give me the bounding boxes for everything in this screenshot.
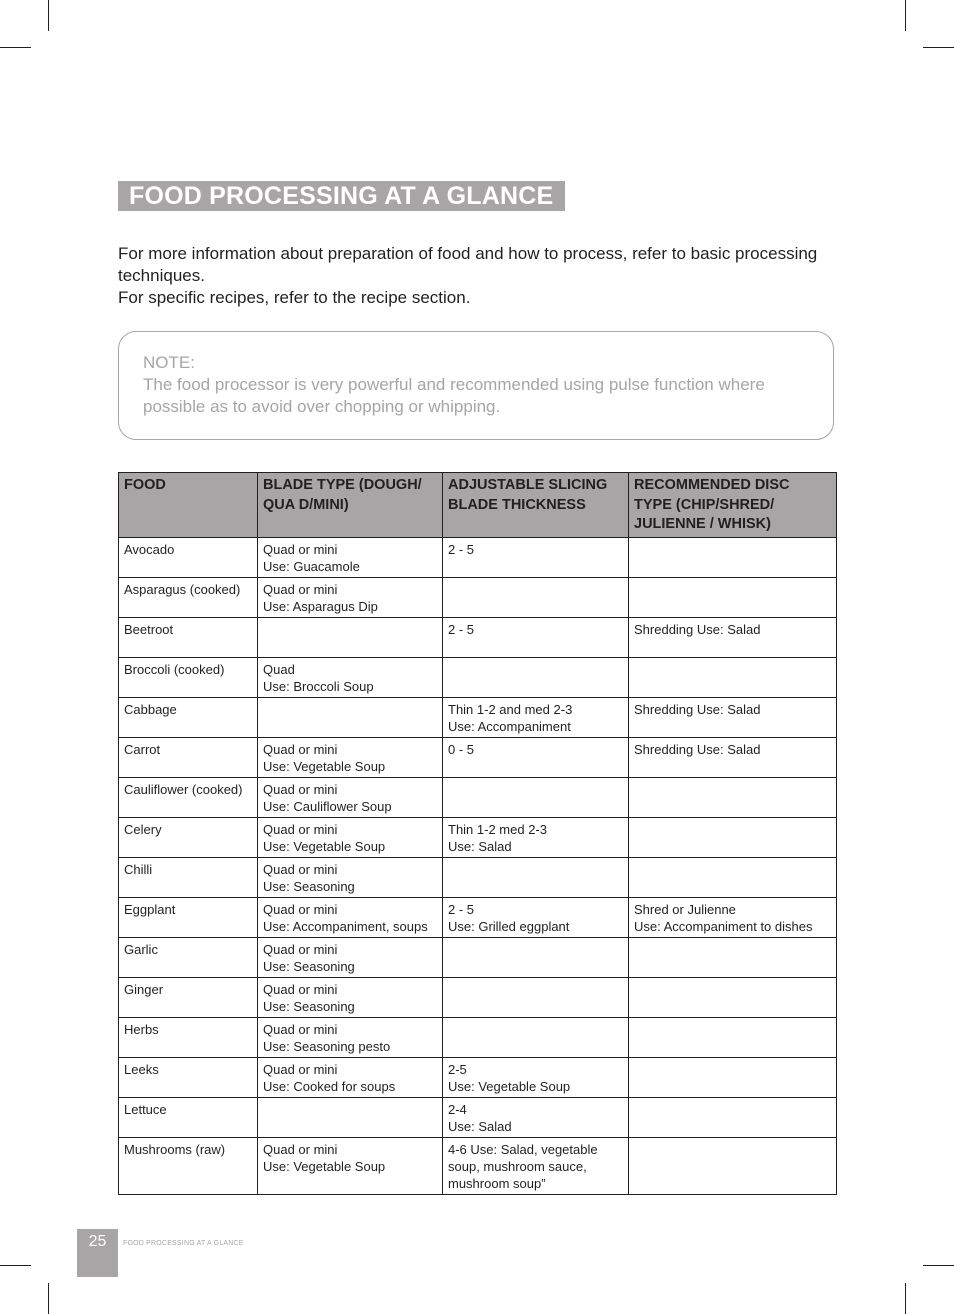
cell-blade-type	[258, 617, 443, 657]
crop-mark	[0, 47, 31, 48]
cell-disc-type	[629, 857, 837, 897]
cell-line: Quad or mini	[263, 941, 338, 957]
cell-line: Use: Vegetable Soup	[263, 838, 386, 854]
cell-line: Shredding Use: Salad	[634, 701, 761, 717]
cell-line: Use: Grilled eggplant	[448, 918, 570, 934]
header-blade-type: BLADE TYPE (DOUGH/ QUA D/MINI)	[258, 473, 443, 538]
cell-line: Quad or mini	[263, 981, 338, 997]
crop-mark	[48, 1283, 49, 1314]
table-row	[119, 697, 837, 737]
intro-text	[118, 243, 838, 309]
cell-line: Use: Salad	[448, 838, 512, 854]
table-row	[119, 1137, 837, 1194]
crop-mark	[48, 0, 49, 31]
note-text: The food processor is very powerful and recommended using pulse function where possible as to avoid over chopping or whipping.	[143, 375, 765, 416]
cell-blade-type	[258, 577, 443, 617]
cell-blade-type	[258, 1137, 443, 1194]
cell-line: Use: Cauliflower Soup	[263, 798, 392, 814]
cell-line: Use: Seasoning	[263, 998, 355, 1014]
cell-line: Use: Accompaniment	[448, 718, 571, 734]
cell-line: Use: Vegetable Soup	[448, 1078, 571, 1094]
cell-line: soup, mushroom sauce,	[448, 1158, 587, 1174]
cell-line: Quad or mini	[263, 541, 338, 557]
cell-food: Beetroot	[119, 617, 258, 657]
page-title: FOOD PROCESSING AT A GLANCE	[129, 182, 554, 210]
cell-line: Quad or mini	[263, 781, 338, 797]
cell-line: Use: Cooked for soups	[263, 1078, 396, 1094]
crop-mark	[923, 47, 954, 48]
cell-blade-type	[258, 697, 443, 737]
cell-slicing-thickness	[443, 617, 629, 657]
intro-line: For specific recipes, refer to the recipe section.	[118, 288, 471, 307]
cell-line: Use: Seasoning pesto	[263, 1038, 391, 1054]
table-row	[119, 657, 837, 697]
cell-slicing-thickness	[443, 1137, 629, 1194]
title-banner	[118, 181, 565, 211]
table-body	[119, 537, 837, 1194]
cell-blade-type	[258, 1057, 443, 1097]
table-row	[119, 1097, 837, 1137]
cell-blade-type	[258, 1017, 443, 1057]
cell-line: 4-6 Use: Salad, vegetable	[448, 1141, 598, 1157]
cell-line: Quad or mini	[263, 901, 338, 917]
note-label: NOTE:	[143, 353, 195, 372]
cell-line: Quad or mini	[263, 1061, 338, 1077]
cell-disc-type	[629, 1057, 837, 1097]
cell-slicing-thickness	[443, 1017, 629, 1057]
cell-slicing-thickness	[443, 977, 629, 1017]
crop-mark	[923, 1265, 954, 1266]
table-row	[119, 577, 837, 617]
note-box	[118, 331, 834, 440]
cell-line: 2 - 5	[448, 541, 475, 557]
header-food: FOOD	[119, 473, 258, 538]
intro-line: For more information about preparation of food and how to process, refer to basic processing techniques.	[118, 244, 818, 285]
cell-slicing-thickness	[443, 697, 629, 737]
cell-disc-type	[629, 737, 837, 777]
cell-disc-type	[629, 977, 837, 1017]
cell-slicing-thickness	[443, 897, 629, 937]
cell-slicing-thickness	[443, 1057, 629, 1097]
table-row	[119, 1057, 837, 1097]
table-row	[119, 857, 837, 897]
cell-food: Cauliflower (cooked)	[119, 777, 258, 817]
cell-disc-type	[629, 577, 837, 617]
cell-line: Quad or mini	[263, 581, 338, 597]
cell-food: Chilli	[119, 857, 258, 897]
crop-mark	[905, 0, 906, 31]
cell-line: 2 - 5	[448, 621, 475, 637]
cell-blade-type	[258, 777, 443, 817]
cell-blade-type	[258, 1097, 443, 1137]
table-row	[119, 537, 837, 577]
cell-blade-type	[258, 737, 443, 777]
cell-blade-type	[258, 937, 443, 977]
cell-food: Asparagus (cooked)	[119, 577, 258, 617]
table-row	[119, 817, 837, 857]
cell-disc-type	[629, 1097, 837, 1137]
cell-line: Thin 1-2 med 2-3	[448, 821, 547, 837]
cell-disc-type	[629, 617, 837, 657]
cell-food: Carrot	[119, 737, 258, 777]
cell-food: Garlic	[119, 937, 258, 977]
cell-food: Celery	[119, 817, 258, 857]
cell-food: Cabbage	[119, 697, 258, 737]
crop-mark	[0, 1265, 31, 1266]
cell-line: Shredding Use: Salad	[634, 621, 761, 637]
cell-food: Leeks	[119, 1057, 258, 1097]
cell-line: Use: Broccoli Soup	[263, 678, 374, 694]
cell-line: Quad or mini	[263, 1141, 338, 1157]
cell-line: mushroom soup”	[448, 1175, 546, 1191]
cell-disc-type	[629, 777, 837, 817]
cell-slicing-thickness	[443, 777, 629, 817]
cell-slicing-thickness	[443, 937, 629, 977]
table-header-row	[119, 473, 837, 538]
cell-slicing-thickness	[443, 857, 629, 897]
cell-slicing-thickness	[443, 737, 629, 777]
cell-line: Use: Vegetable Soup	[263, 758, 386, 774]
cell-disc-type	[629, 657, 837, 697]
cell-line: Quad or mini	[263, 1021, 338, 1037]
table-row	[119, 937, 837, 977]
table-row	[119, 1017, 837, 1057]
cell-blade-type	[258, 857, 443, 897]
cell-blade-type	[258, 817, 443, 857]
cell-line: Use: Salad	[448, 1118, 512, 1134]
cell-line: 2-4	[448, 1101, 467, 1117]
cell-food: Broccoli (cooked)	[119, 657, 258, 697]
cell-food: Mushrooms (raw)	[119, 1137, 258, 1194]
crop-mark	[905, 1283, 906, 1314]
cell-line: Shredding Use: Salad	[634, 741, 761, 757]
table-row	[119, 617, 837, 657]
cell-food: Avocado	[119, 537, 258, 577]
cell-food: Lettuce	[119, 1097, 258, 1137]
cell-disc-type	[629, 1017, 837, 1057]
cell-disc-type	[629, 937, 837, 977]
footer-section-label: FOOD PROCESSING AT A GLANCE	[123, 1240, 244, 1247]
header-slicing-thickness: ADJUSTABLE SLICING BLADE THICKNESS	[443, 473, 629, 538]
cell-line: Use: Seasoning	[263, 958, 355, 974]
cell-slicing-thickness	[443, 657, 629, 697]
cell-line: Quad or mini	[263, 741, 338, 757]
cell-disc-type	[629, 897, 837, 937]
cell-food: Eggplant	[119, 897, 258, 937]
cell-line: Use: Seasoning	[263, 878, 355, 894]
cell-line: Shred or Julienne	[634, 901, 736, 917]
food-processing-table	[118, 472, 837, 1195]
cell-food: Ginger	[119, 977, 258, 1017]
cell-line: Thin 1-2 and med 2-3	[448, 701, 573, 717]
cell-disc-type	[629, 537, 837, 577]
header-disc-type: RECOMMENDED DISC TYPE (CHIP/SHRED/ JULIENNE / WHISK)	[629, 473, 837, 538]
cell-slicing-thickness	[443, 537, 629, 577]
cell-blade-type	[258, 977, 443, 1017]
cell-blade-type	[258, 537, 443, 577]
cell-slicing-thickness	[443, 817, 629, 857]
table-row	[119, 977, 837, 1017]
cell-slicing-thickness	[443, 577, 629, 617]
page-number: 25	[77, 1229, 118, 1277]
table-row	[119, 777, 837, 817]
cell-blade-type	[258, 657, 443, 697]
cell-disc-type	[629, 1137, 837, 1194]
cell-disc-type	[629, 817, 837, 857]
cell-line: Use: Asparagus Dip	[263, 598, 378, 614]
cell-line: 0 - 5	[448, 741, 475, 757]
cell-disc-type	[629, 697, 837, 737]
cell-line: Use: Vegetable Soup	[263, 1158, 386, 1174]
cell-line: Quad or mini	[263, 821, 338, 837]
cell-line: Quad	[263, 661, 295, 677]
cell-line: Use: Accompaniment, soups	[263, 918, 428, 934]
cell-line: 2 - 5	[448, 901, 475, 917]
cell-food: Herbs	[119, 1017, 258, 1057]
cell-blade-type	[258, 897, 443, 937]
cell-line: 2-5	[448, 1061, 467, 1077]
table-row	[119, 737, 837, 777]
cell-line: Use: Accompaniment to dishes	[634, 918, 813, 934]
cell-slicing-thickness	[443, 1097, 629, 1137]
cell-line: Quad or mini	[263, 861, 338, 877]
cell-line: Use: Guacamole	[263, 558, 360, 574]
table-row	[119, 897, 837, 937]
